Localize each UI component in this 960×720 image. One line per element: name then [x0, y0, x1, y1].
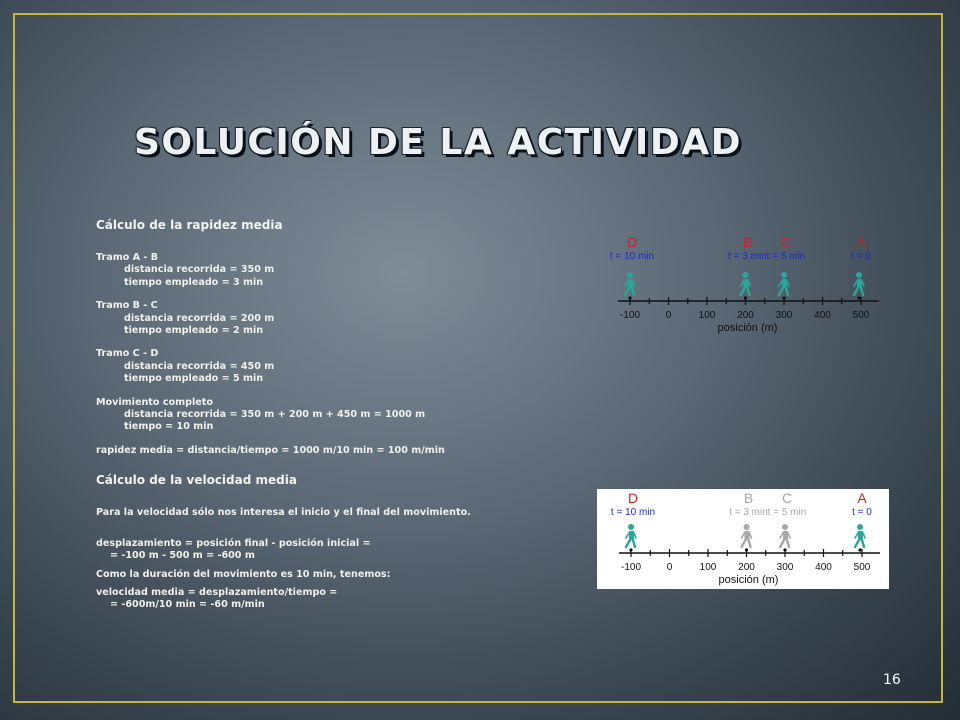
point-time-d: t = 10 min	[609, 251, 655, 262]
velocity-line1: velocidad media = desplazamiento/tiempo =	[96, 586, 338, 598]
axis-tick-label: 300	[776, 562, 794, 573]
tramo-ab-time: tiempo empleado = 3 min	[124, 276, 264, 288]
point-time-a: t = 0	[852, 507, 872, 518]
position-dot	[629, 548, 632, 551]
axis-tick-label: -100	[620, 562, 642, 573]
complete-title: Movimiento completo	[96, 396, 213, 408]
point-time-c: t = 5 min	[766, 251, 806, 262]
section-tramo-cd	[96, 348, 596, 385]
position-diagram-velocidad	[597, 489, 889, 589]
section-tramo-ab	[96, 252, 596, 289]
point-time-b: t = 3 min	[728, 251, 767, 262]
position-dot	[744, 296, 747, 299]
point-letter-c: C	[781, 490, 793, 506]
slide-number: 16	[883, 672, 901, 688]
axis-tick-label: 300	[775, 310, 793, 321]
point-letter-b: B	[743, 490, 754, 506]
heading-rapidez: Cálculo de la rapidez media	[96, 218, 283, 232]
point-letter-a: A	[856, 234, 866, 250]
heading-velocidad: Cálculo de la velocidad media	[96, 473, 297, 488]
axis-tick-label: 0	[665, 310, 672, 321]
complete-time: tiempo = 10 min	[124, 421, 214, 433]
walker-icon	[779, 272, 789, 295]
position-dot	[783, 548, 786, 551]
axis-tick-label: 100	[698, 310, 716, 321]
point-letter-a: A	[857, 490, 867, 506]
tramo-cd-title: Tramo C - D	[96, 348, 159, 360]
position-dot	[628, 296, 631, 299]
axis-label: posición (m)	[718, 574, 779, 586]
position-dot	[782, 296, 785, 299]
section-tramo-bc	[96, 300, 596, 337]
position-dot	[857, 296, 860, 299]
point-time-b: t = 3 min	[729, 507, 768, 518]
displacement-line1: desplazamiento = posición final - posición inicial =	[96, 537, 371, 549]
axis-label: posición (m)	[717, 322, 778, 334]
axis-tick-label: 500	[852, 310, 870, 321]
point-time-c: t = 5 min	[767, 507, 807, 518]
axis-tick-label: 200	[738, 562, 755, 573]
point-letter-c: C	[780, 234, 792, 250]
point-time-d: t = 10 min	[610, 507, 656, 518]
complete-distance: distancia recorrida = 350 m + 200 m + 450 m = 1000 m	[124, 409, 426, 421]
speed-formula: rapidez media = distancia/tiempo = 1000 m/10 min = 100 m/min	[96, 444, 445, 456]
slide-title: SOLUCIÓN DE LA ACTIVIDAD	[134, 122, 742, 163]
tramo-bc-distance: distancia recorrida = 200 m	[124, 312, 275, 324]
velocity-block	[96, 587, 596, 612]
position-dot	[858, 548, 861, 551]
tramo-cd-distance: distancia recorrida = 450 m	[124, 360, 275, 372]
point-letter-d: D	[627, 490, 639, 506]
displacement-line2: = -100 m - 500 m = -600 m	[110, 550, 255, 562]
walker-icon	[625, 272, 635, 295]
axis-tick-label: 100	[699, 562, 717, 573]
duration-line: Como la duración del movimiento es 10 min, tenemos:	[96, 568, 391, 580]
axis-tick-label: 0	[666, 562, 673, 573]
point-time-a: t = 0	[851, 251, 871, 262]
axis-tick-label: -100	[619, 310, 641, 321]
axis-tick-label: 200	[737, 310, 754, 321]
axis-tick-label: 400	[815, 562, 832, 573]
point-letter-d: D	[626, 234, 638, 250]
section-complete	[96, 397, 596, 434]
axis-tick-label: 400	[814, 310, 831, 321]
tramo-ab-distance: distancia recorrida = 350 m	[124, 264, 275, 276]
velocity-line2: = -600m/10 min = -60 m/min	[110, 599, 265, 611]
slide-content	[96, 218, 596, 622]
tramo-bc-time: tiempo empleado = 2 min	[124, 325, 264, 337]
position-dot	[745, 548, 748, 551]
tramo-ab-title: Tramo A - B	[96, 252, 159, 263]
walker-icon	[741, 272, 751, 295]
point-letter-b: B	[742, 234, 753, 250]
velocity-intro: Para la velocidad sólo nos interesa el inicio y el final del movimiento.	[96, 507, 471, 519]
position-diagram-rapidez	[600, 230, 890, 335]
displacement-block	[96, 538, 596, 563]
axis-tick-label: 500	[853, 562, 871, 573]
tramo-bc-title: Tramo B - C	[96, 300, 158, 312]
walker-icon	[854, 272, 864, 295]
tramo-cd-time: tiempo empleado = 5 min	[124, 373, 264, 385]
